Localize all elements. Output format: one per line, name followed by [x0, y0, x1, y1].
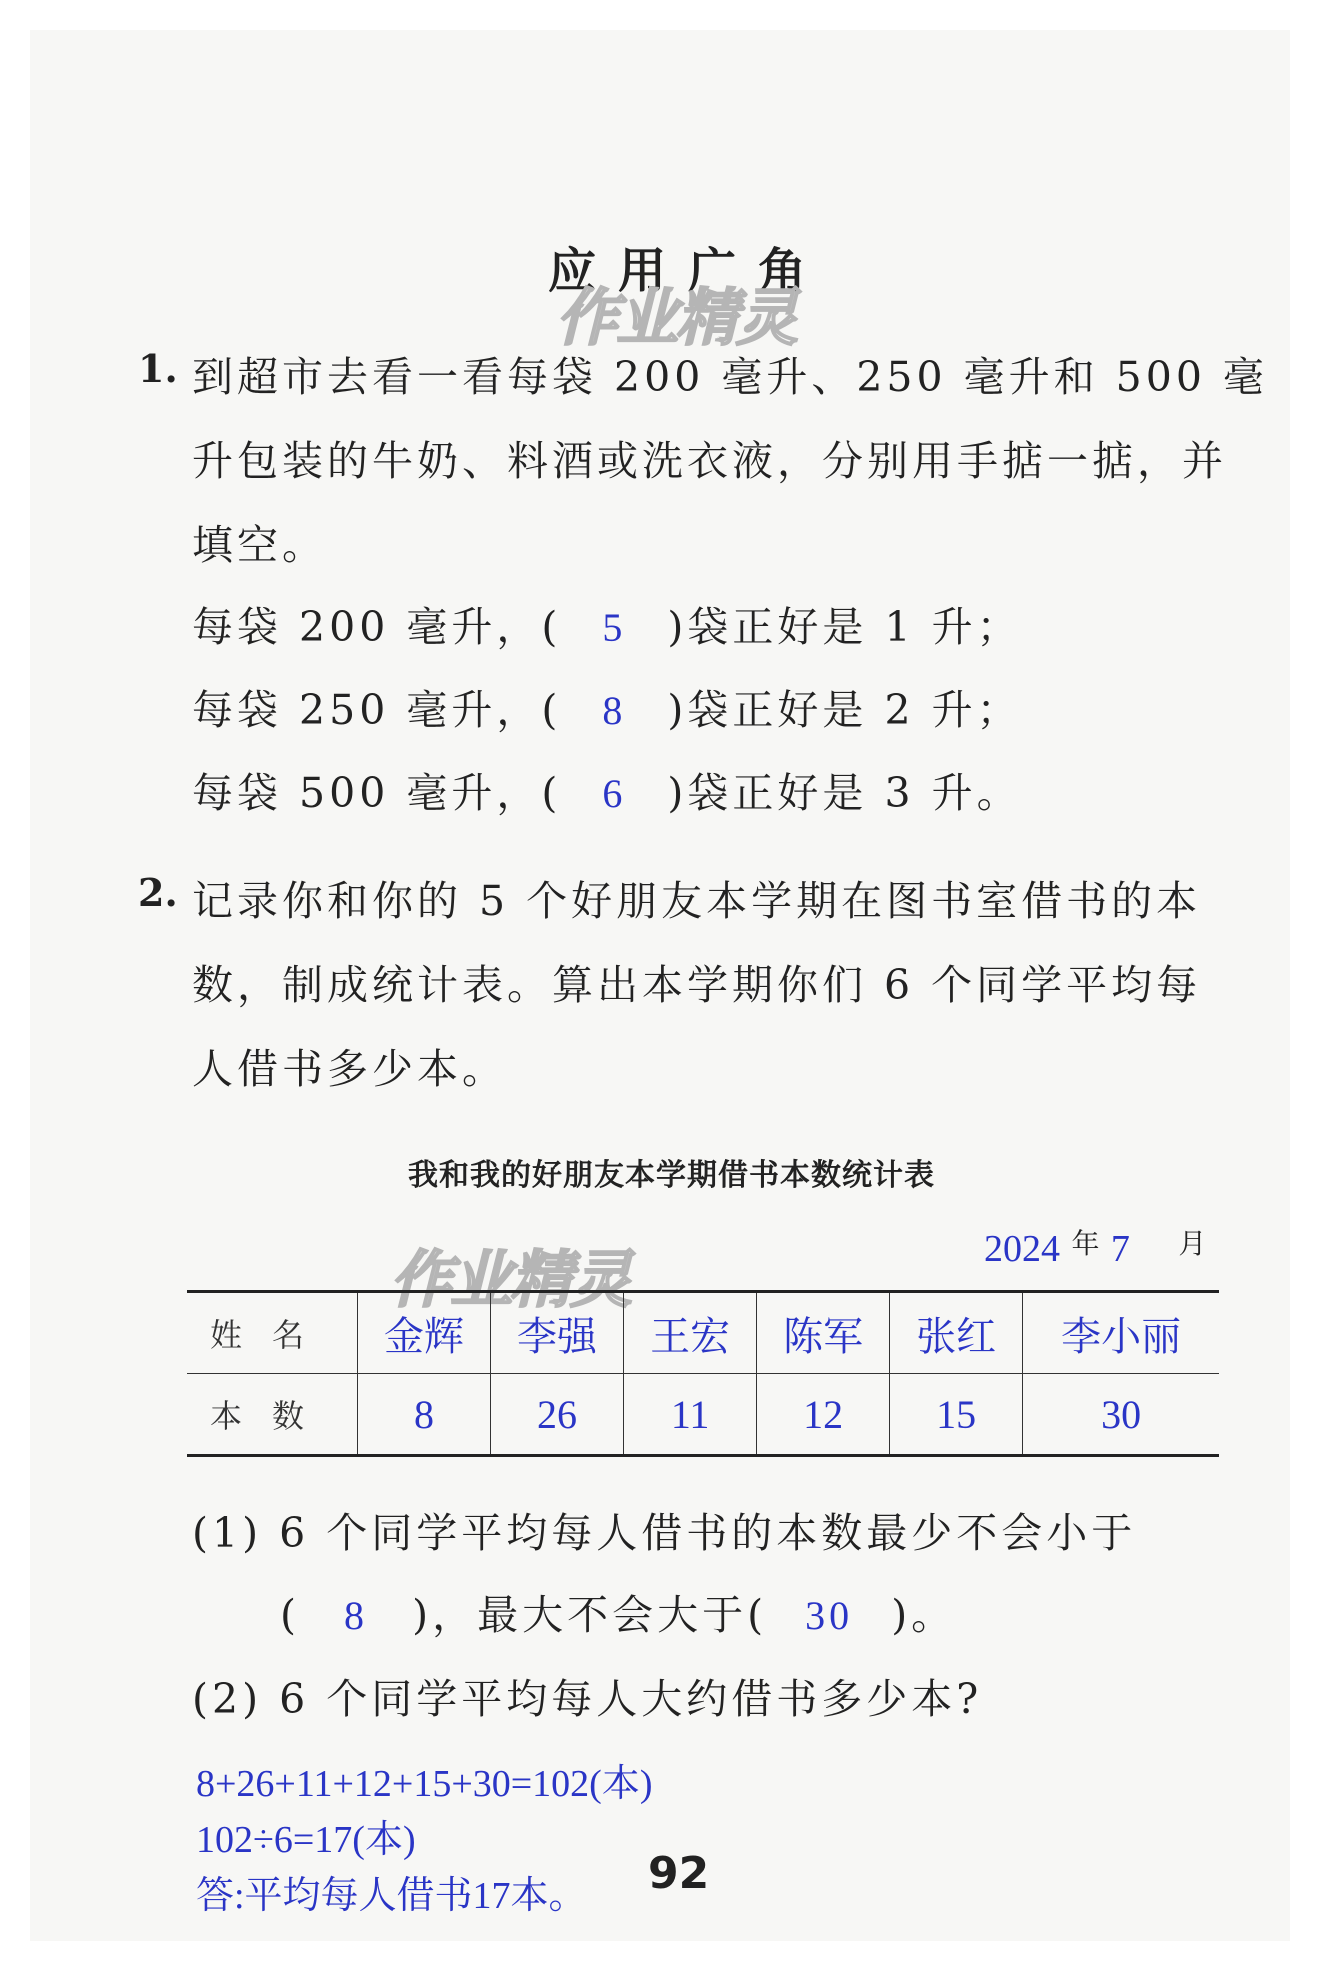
- sub1-line-1: (1) 6 个同学平均每人借书的本数最少不会小于: [192, 1509, 1137, 1557]
- count-cell: 8: [358, 1374, 491, 1456]
- sub2-question: (2) 6 个同学平均每人大约借书多少本?: [192, 1675, 983, 1723]
- page-title: 应用广角: [548, 243, 829, 299]
- date-year-unit: 年: [1071, 1227, 1100, 1260]
- q1-fill-1-after: )袋正好是 1 升；: [667, 603, 1022, 651]
- q2-text-line-3: 人借书多少本。: [192, 1045, 507, 1093]
- date-month-unit: 月: [1178, 1227, 1207, 1260]
- count-cell: 12: [757, 1374, 890, 1456]
- watermark-table: 作业精灵: [390, 1243, 631, 1316]
- q1-fill-3-before: 每袋 500 毫升，(: [192, 769, 562, 817]
- q1-fill-2-answer: 8: [602, 688, 627, 733]
- name-cell: 李小丽: [1023, 1292, 1219, 1374]
- q1-fill-2: [192, 677, 1022, 736]
- q1-number: 1.: [138, 346, 178, 391]
- sub2-work-line-2: 102÷6=17(本): [196, 1819, 416, 1861]
- table-date: [984, 1222, 1206, 1271]
- q1-fill-1-before: 每袋 200 毫升，(: [192, 603, 562, 651]
- q1-fill-1-answer: 5: [602, 605, 627, 650]
- name-cell: 张红: [890, 1292, 1023, 1374]
- q1-fill-3-after: )袋正好是 3 升。: [667, 769, 1022, 817]
- q1-fill-3-answer: 6: [602, 771, 627, 816]
- q1-fill-3: [192, 760, 1022, 819]
- sub1-answer-min: 8: [344, 1593, 369, 1638]
- date-year: 2024: [984, 1228, 1060, 1270]
- sub2-work-line-1: 8+26+11+12+15+30=102(本): [196, 1763, 653, 1805]
- q1-text-line-2: 升包装的牛奶、料酒或洗衣液，分别用手掂一掂，并: [192, 437, 1227, 485]
- q1-fill-2-after: )袋正好是 2 升；: [667, 686, 1022, 734]
- q1-text-line-1: 到超市去看一看每袋 200 毫升、250 毫升和 500 毫: [192, 353, 1268, 401]
- name-cell: 陈军: [757, 1292, 890, 1374]
- sub1-open: (: [280, 1591, 300, 1639]
- count-cell: 15: [890, 1374, 1023, 1456]
- name-cell: 王宏: [624, 1292, 757, 1374]
- sub2-answer-line: 答:平均每人借书17本。: [196, 1875, 587, 1917]
- count-cell: 11: [624, 1374, 757, 1456]
- row-label: 本数: [187, 1374, 358, 1456]
- page-number: 92: [648, 1848, 710, 1899]
- sub1-line-2: [280, 1582, 956, 1641]
- q2-text-line-1: 记录你和你的 5 个好朋友本学期在图书室借书的本: [192, 877, 1202, 925]
- watermark-top: 作业精灵: [556, 281, 797, 354]
- header-label: 姓名: [187, 1292, 358, 1374]
- name-cell: 金辉: [358, 1292, 491, 1374]
- sub1-mid: )，最大不会大于(: [412, 1591, 768, 1639]
- q1-fill-2-before: 每袋 250 毫升，(: [192, 686, 562, 734]
- name-cell: 李强: [491, 1292, 624, 1374]
- sub1-answer-max: 30: [805, 1593, 854, 1638]
- table-title: 我和我的好朋友本学期借书本数统计表: [408, 1158, 935, 1193]
- table-row-names: [187, 1292, 1219, 1374]
- count-cell: 30: [1023, 1374, 1219, 1456]
- book-count-table: [187, 1290, 1219, 1457]
- table-row-counts: [187, 1374, 1219, 1456]
- q2-number: 2.: [138, 870, 178, 915]
- date-month: 7: [1110, 1228, 1130, 1270]
- q1-fill-1: [192, 594, 1022, 653]
- q2-text-line-2: 数，制成统计表。算出本学期你们 6 个同学平均每: [192, 961, 1202, 1009]
- sub1-close: )。: [891, 1591, 957, 1639]
- q1-text-line-3: 填空。: [192, 521, 327, 569]
- count-cell: 26: [491, 1374, 624, 1456]
